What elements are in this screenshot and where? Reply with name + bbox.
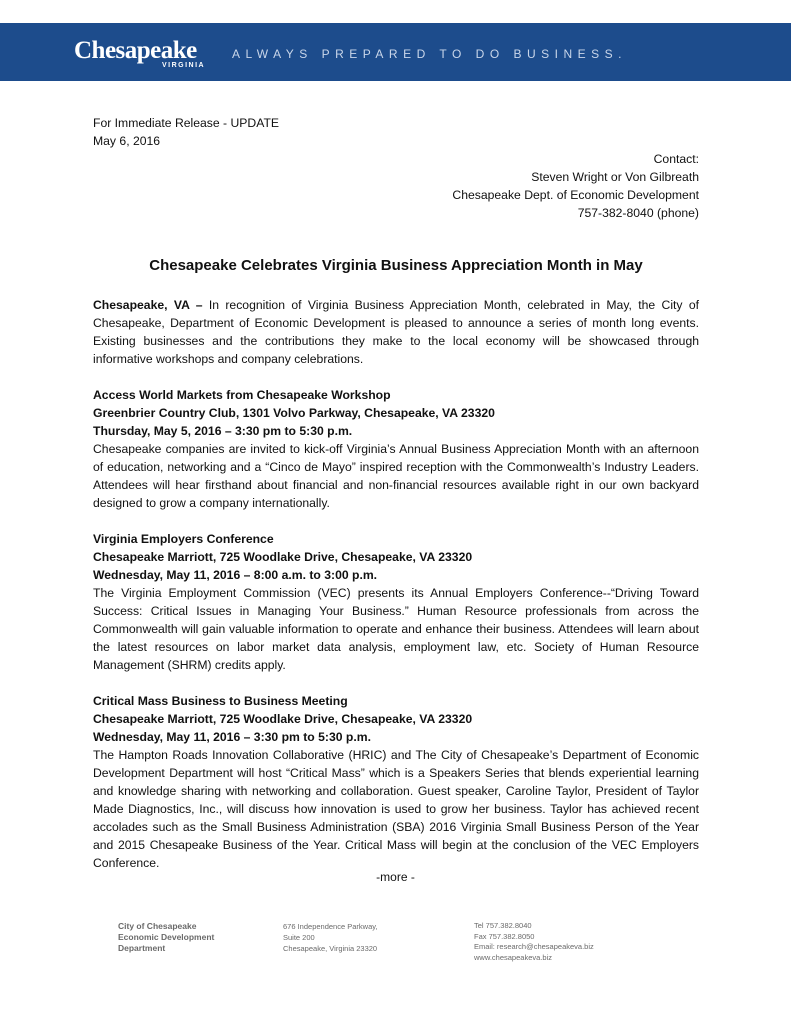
footer-contact — [474, 921, 594, 963]
footer-org-line: City of Chesapeake — [118, 921, 197, 931]
contact-phone: 757-382-8040 (phone) — [577, 206, 699, 220]
event-location: Greenbrier Country Club, 1301 Volvo Parkway, Chesapeake, VA 23320 — [93, 406, 495, 420]
event-time: Wednesday, May 11, 2016 – 8:00 a.m. to 3:00 p.m. — [93, 568, 378, 582]
footer-address — [283, 921, 378, 954]
event-section — [93, 530, 699, 674]
contact-dept: Chesapeake Dept. of Economic Development — [452, 188, 699, 202]
logo-subtitle: VIRGINIA — [162, 62, 206, 69]
footer-website: www.chesapeakeva.biz — [474, 952, 552, 962]
headline: Chesapeake Celebrates Virginia Business Appreciation Month in May — [149, 257, 643, 274]
event-description: Chesapeake companies are invited to kick-off Virginia’s Annual Business Appreciation Month with an afternoon of education, networking and a “Cinco de Mayo” inspired reception with the Commonwealth’s Industry Leaders. Attendees will hear firsthand about financial and non-financial resources available right in our own backyard designed to grow a company internationally. — [93, 442, 699, 510]
release-date: May 6, 2016 — [93, 134, 161, 148]
event-section — [93, 386, 699, 512]
logo-wordmark: Chesapeake — [74, 37, 197, 64]
footer-address-line: 676 Independence Parkway, — [283, 922, 378, 931]
footer-fax: Fax 757.382.8050 — [474, 931, 535, 941]
chesapeake-logo — [74, 37, 214, 71]
intro-text: In recognition of Virginia Business Appreciation Month, celebrated in May, the City of Chesapeake, Department of Economic Development is pleased to announce a series of month long events. Existing businesses and the contributions they make to the local economy will be showcased through informative workshops and company celebrations. — [93, 298, 699, 366]
contact-names: Steven Wright or Von Gilbreath — [531, 170, 699, 184]
event-section — [93, 692, 699, 872]
more-marker: -more - — [376, 870, 415, 884]
contact-block — [93, 150, 699, 222]
footer-phone: Tel 757.382.8040 — [474, 921, 532, 930]
release-status: For Immediate Release - UPDATE — [93, 116, 280, 130]
footer-org-line: Department — [118, 943, 166, 953]
event-time: Wednesday, May 11, 2016 – 3:30 pm to 5:30 p.m. — [93, 730, 371, 744]
event-title: Virginia Employers Conference — [93, 532, 274, 546]
footer-address-line: Chesapeake, Virginia 23320 — [283, 944, 378, 953]
header-tagline: ALWAYS PREPARED TO DO BUSINESS. — [232, 47, 628, 61]
footer-address-line: Suite 200 — [283, 933, 315, 942]
letterhead-footer — [0, 921, 791, 971]
header-banner — [0, 23, 791, 81]
contact-label: Contact: — [653, 152, 699, 166]
footer-organization — [118, 921, 214, 954]
event-description: The Virginia Employment Commission (VEC) presents its Annual Employers Conference--“Driving Toward Success: Critical Issues in Managing Your Business.” Human Resource professionals from across the Commonwealth will gain valuable information to operate and enhance their business. Attendees will learn about the latest resources on labor market data analysis, employment law, etc. Society of Human Resource Management (SHRM) credits apply. — [93, 586, 699, 672]
release-block — [93, 114, 699, 150]
press-release-body — [93, 114, 699, 872]
footer-org-line: Economic Development — [118, 932, 215, 942]
event-time: Thursday, May 5, 2016 – 3:30 pm to 5:30 p.m. — [93, 424, 353, 438]
event-title: Access World Markets from Chesapeake Workshop — [93, 388, 391, 402]
intro-paragraph — [93, 296, 699, 368]
dateline: Chesapeake, VA – — [93, 298, 203, 312]
event-location: Chesapeake Marriott, 725 Woodlake Drive, Chesapeake, VA 23320 — [93, 550, 473, 564]
event-title: Critical Mass Business to Business Meeting — [93, 694, 348, 708]
event-location: Chesapeake Marriott, 725 Woodlake Drive, Chesapeake, VA 23320 — [93, 712, 473, 726]
footer-email: Email: research@chesapeakeva.biz — [474, 942, 594, 951]
event-description: The Hampton Roads Innovation Collaborative (HRIC) and The City of Chesapeake’s Department of Economic Development Department will host “Critical Mass” which is a Speakers Series that blends experiential learning and knowledge sharing with networking and collaboration. Guest speaker, Caroline Taylor, President of Taylor Made Diagnostics, Inc., will discuss how innovation is used to grow her business. Taylor has achieved recent accolades such as the Small Business Administration (SBA) 2016 Virginia Small Business Person of the Year and 2015 Chesapeake Business of the Year. Critical Mass will begin at the conclusion of the VEC Employers Conference. — [93, 748, 699, 870]
